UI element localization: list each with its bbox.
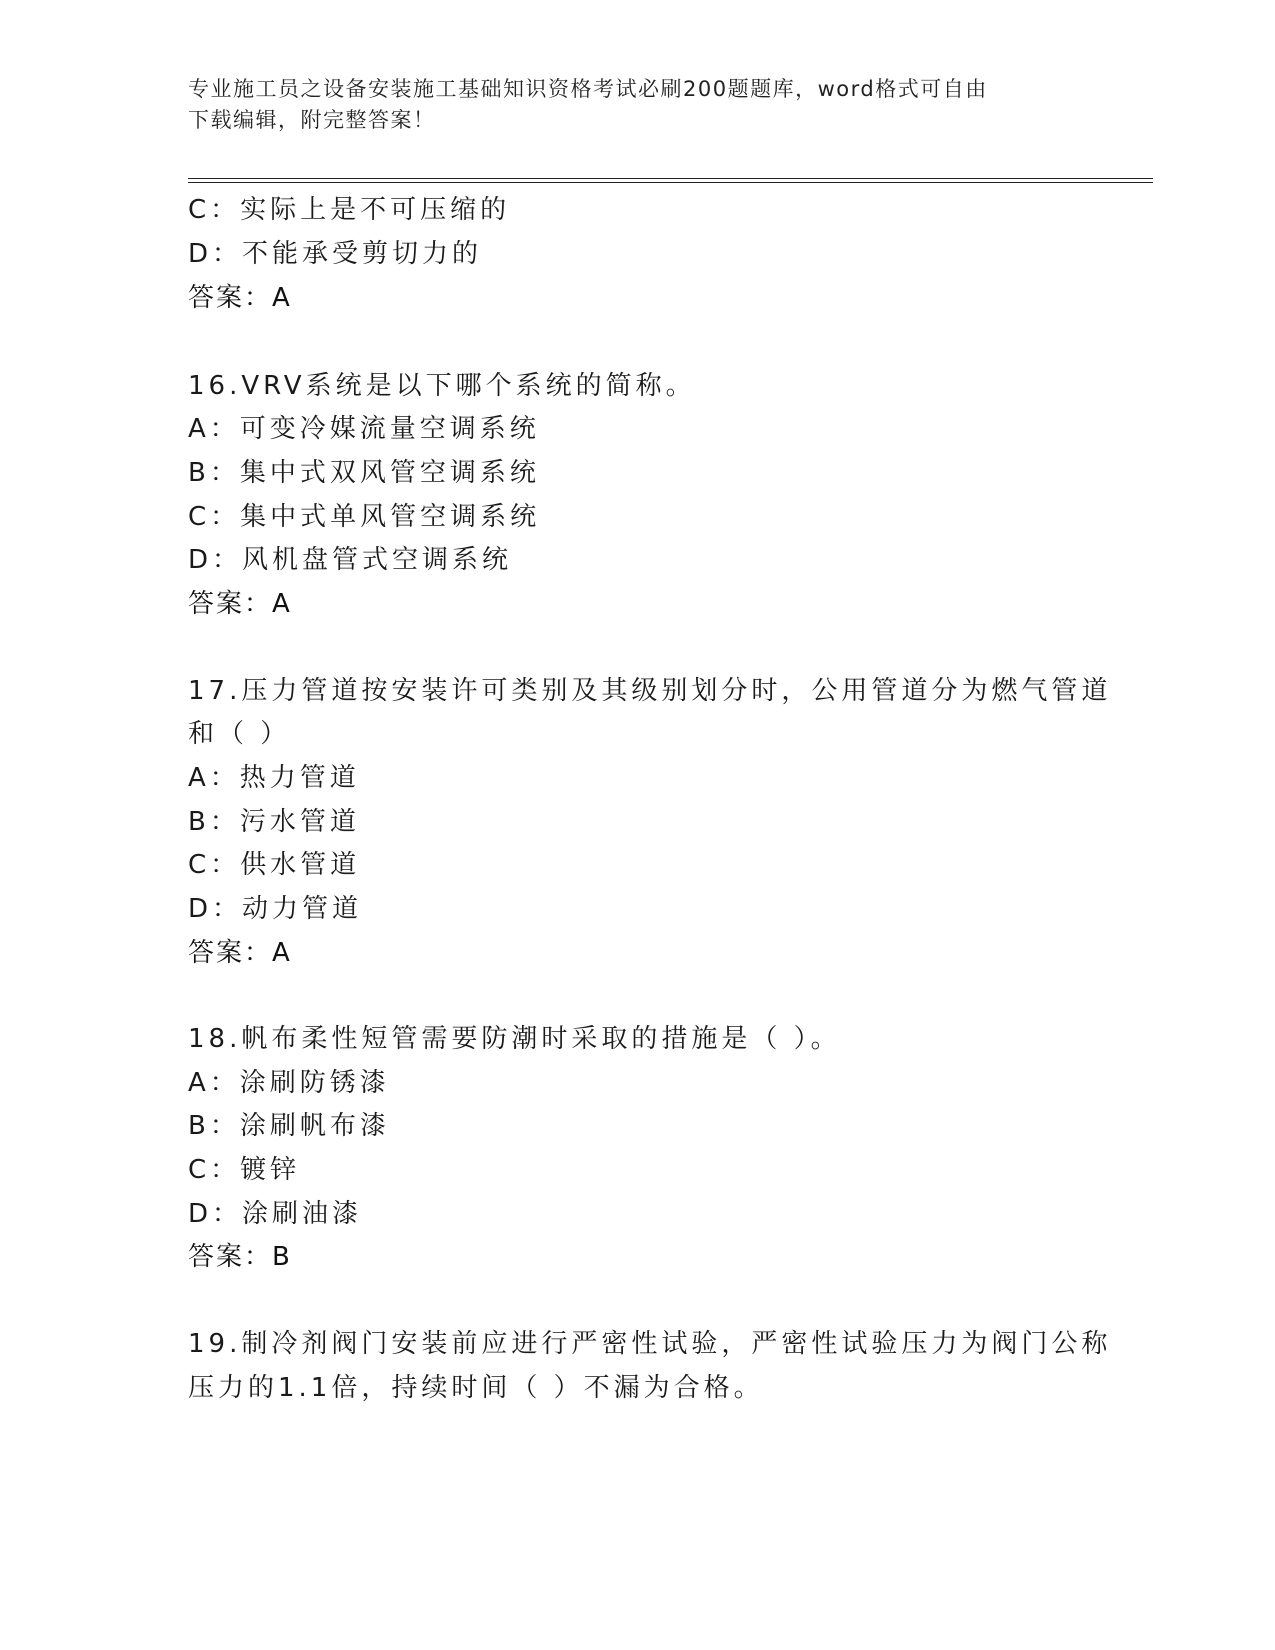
q18-option-b: B：涂刷帆布漆 bbox=[188, 1111, 390, 1141]
q15-answer: 答案：A bbox=[188, 283, 292, 313]
q15-option-c: C：实际上是不可压缩的 bbox=[188, 195, 511, 225]
q16-option-c: C：集中式单风管空调系统 bbox=[188, 502, 541, 532]
q16-stem: 16.VRV系统是以下哪个系统的简称。 bbox=[188, 371, 696, 401]
q16-answer: 答案：A bbox=[188, 589, 292, 619]
q18-option-d: D：涂刷油漆 bbox=[188, 1199, 363, 1229]
q17-option-c: C：供水管道 bbox=[188, 850, 361, 880]
q16-option-a: A：可变冷媒流量空调系统 bbox=[188, 414, 540, 444]
q18-stem: 18.帆布柔性短管需要防潮时采取的措施是（ ）。 bbox=[188, 1024, 841, 1054]
q15-option-d: D：不能承受剪切力的 bbox=[188, 239, 483, 269]
header-line-1: 专业施工员之设备安装施工基础知识资格考试必刷200题题库，word格式可自由 bbox=[188, 77, 988, 101]
header-divider-bottom bbox=[188, 182, 1153, 183]
q16-option-b: B：集中式双风管空调系统 bbox=[188, 458, 540, 488]
q16-option-d: D：风机盘管式空调系统 bbox=[188, 545, 513, 575]
header-divider-top bbox=[188, 178, 1153, 179]
q18-option-c: C：镀锌 bbox=[188, 1155, 301, 1185]
document-header bbox=[188, 74, 1068, 136]
q17-answer: 答案：A bbox=[188, 938, 292, 968]
q18-option-a: A：涂刷防锈漆 bbox=[188, 1068, 390, 1098]
q19-stem-line-1: 19.制冷剂阀门安装前应进行严密性试验，严密性试验压力为阀门公称 bbox=[188, 1329, 1112, 1359]
q18-answer: 答案：B bbox=[188, 1242, 292, 1272]
q19-stem-line-2: 压力的1.1倍，持续时间（ ）不漏为合格。 bbox=[188, 1373, 764, 1403]
header-line-2: 下载编辑，附完整答案！ bbox=[188, 108, 436, 132]
q17-stem-line-1: 17.压力管道按安装许可类别及其级别划分时，公用管道分为燃气管道 bbox=[188, 676, 1112, 706]
q17-option-d: D：动力管道 bbox=[188, 894, 363, 924]
q17-option-b: B：污水管道 bbox=[188, 807, 360, 837]
q17-option-a: A：热力管道 bbox=[188, 763, 360, 793]
q17-stem-line-2: 和（ ） bbox=[188, 719, 291, 749]
